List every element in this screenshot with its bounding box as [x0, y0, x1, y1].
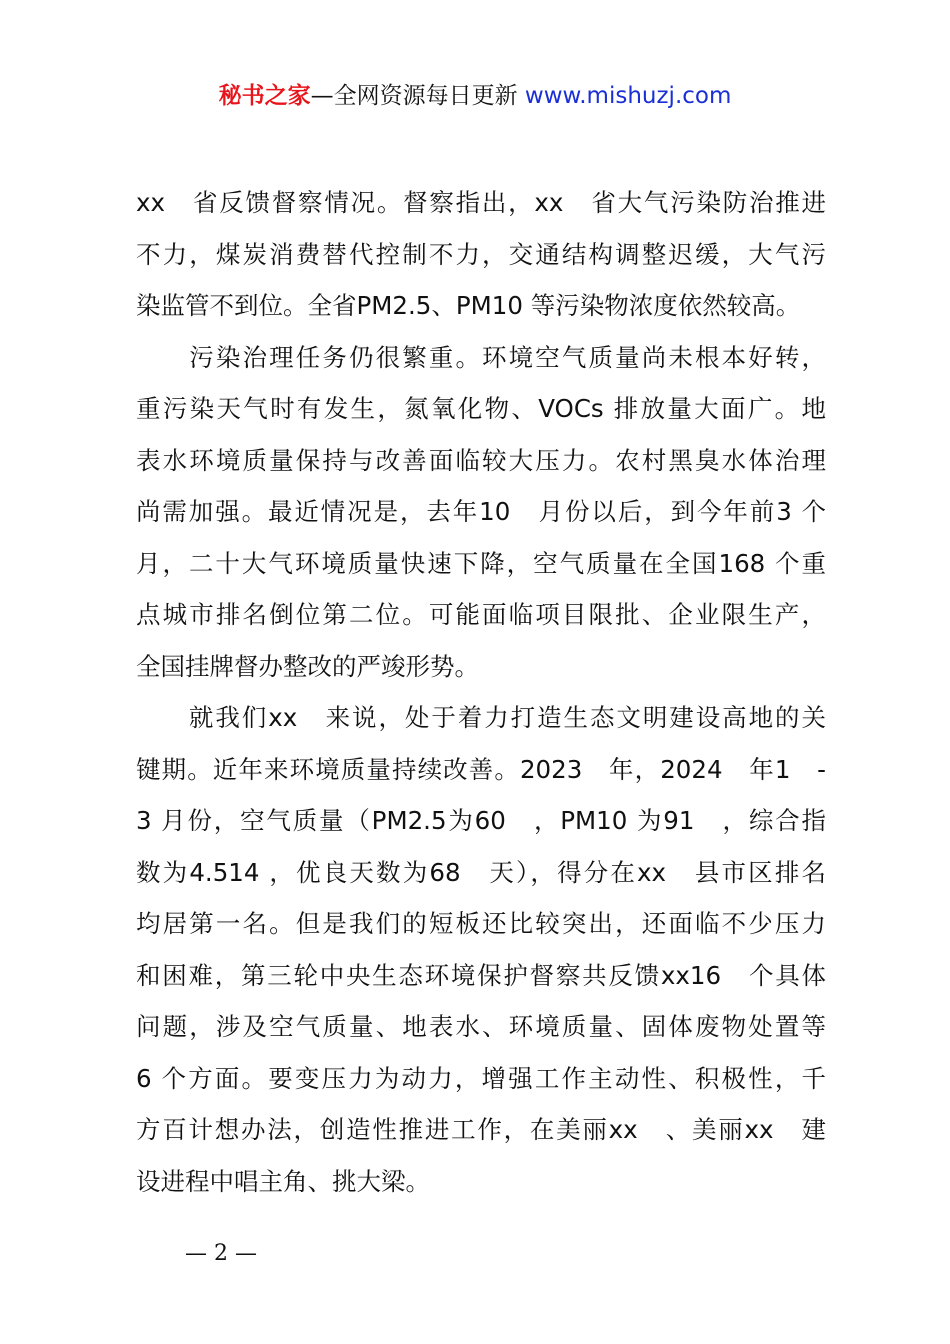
header-tagline: —全网资源每日更新 — [310, 83, 525, 109]
text-line: 重污染天气时有发生，氮氧化物、VOCs 排放量大面广。地 — [136, 394, 826, 423]
text-line: 问题，涉及空气质量、地表水、环境质量、固体废物处置等 — [136, 1012, 826, 1041]
text-line: 全国挂牌督办整改的严竣形势。 — [136, 651, 479, 681]
text-line: 点城市排名倒位第二位。可能面临项目限批、企业限生产， — [136, 600, 826, 629]
text-line: 不力，煤炭消费替代控制不力，交通结构调整迟缓，大气污 — [136, 239, 826, 269]
website-url: www.mishuzj.com — [524, 83, 732, 109]
text-line: 和困难，第三轮中央生态环境保护督察共反馈xx16 个具体 — [136, 960, 826, 990]
brand-name: 秘书之家 — [218, 83, 311, 109]
page-number: — 2 — — [185, 1241, 257, 1266]
text-line: 就我们xx 来说，处于着力打造生态文明建设高地的关 — [136, 703, 826, 732]
text-line: 6 个方面。要变压力为动力，增强工作主动性、积极性，千 — [136, 1063, 826, 1093]
text-line: 污染治理任务仍很繁重。环境空气质量尚未根本好转， — [136, 342, 826, 372]
text-line: 数为4.514 ，优良天数为68 天），得分在xx 县市区排名 — [136, 857, 826, 887]
document-body — [136, 177, 826, 1207]
text-line: 设进程中唱主角、挑大梁。 — [136, 1166, 430, 1196]
text-line: 月，二十大气环境质量快速下降，空气质量在全国168 个重 — [136, 548, 826, 578]
text-line: 键期。近年来环境质量持续改善。2023 年，2024 年1 - — [136, 754, 826, 784]
text-line: 均居第一名。但是我们的短板还比较突出，还面临不少压力 — [136, 909, 826, 938]
text-line: 3 月份，空气质量（PM2.5为60 ，PM10 为91 ，综合指 — [136, 806, 826, 835]
text-line: 方百计想办法，创造性推进工作，在美丽xx 、美丽xx 建 — [136, 1115, 826, 1144]
text-line: 尚需加强。最近情况是，去年10 月份以后，到今年前3 个 — [136, 497, 826, 526]
text-line: 染监管不到位。全省PM2.5、PM10 等污染物浓度依然较高。 — [136, 291, 801, 320]
text-line: xx 省反馈督察情况。督察指出，xx 省大气污染防治推进 — [136, 188, 826, 217]
text-line: 表水环境质量保持与改善面临较大压力。农村黑臭水体治理 — [136, 445, 826, 475]
document-header — [0, 80, 950, 112]
